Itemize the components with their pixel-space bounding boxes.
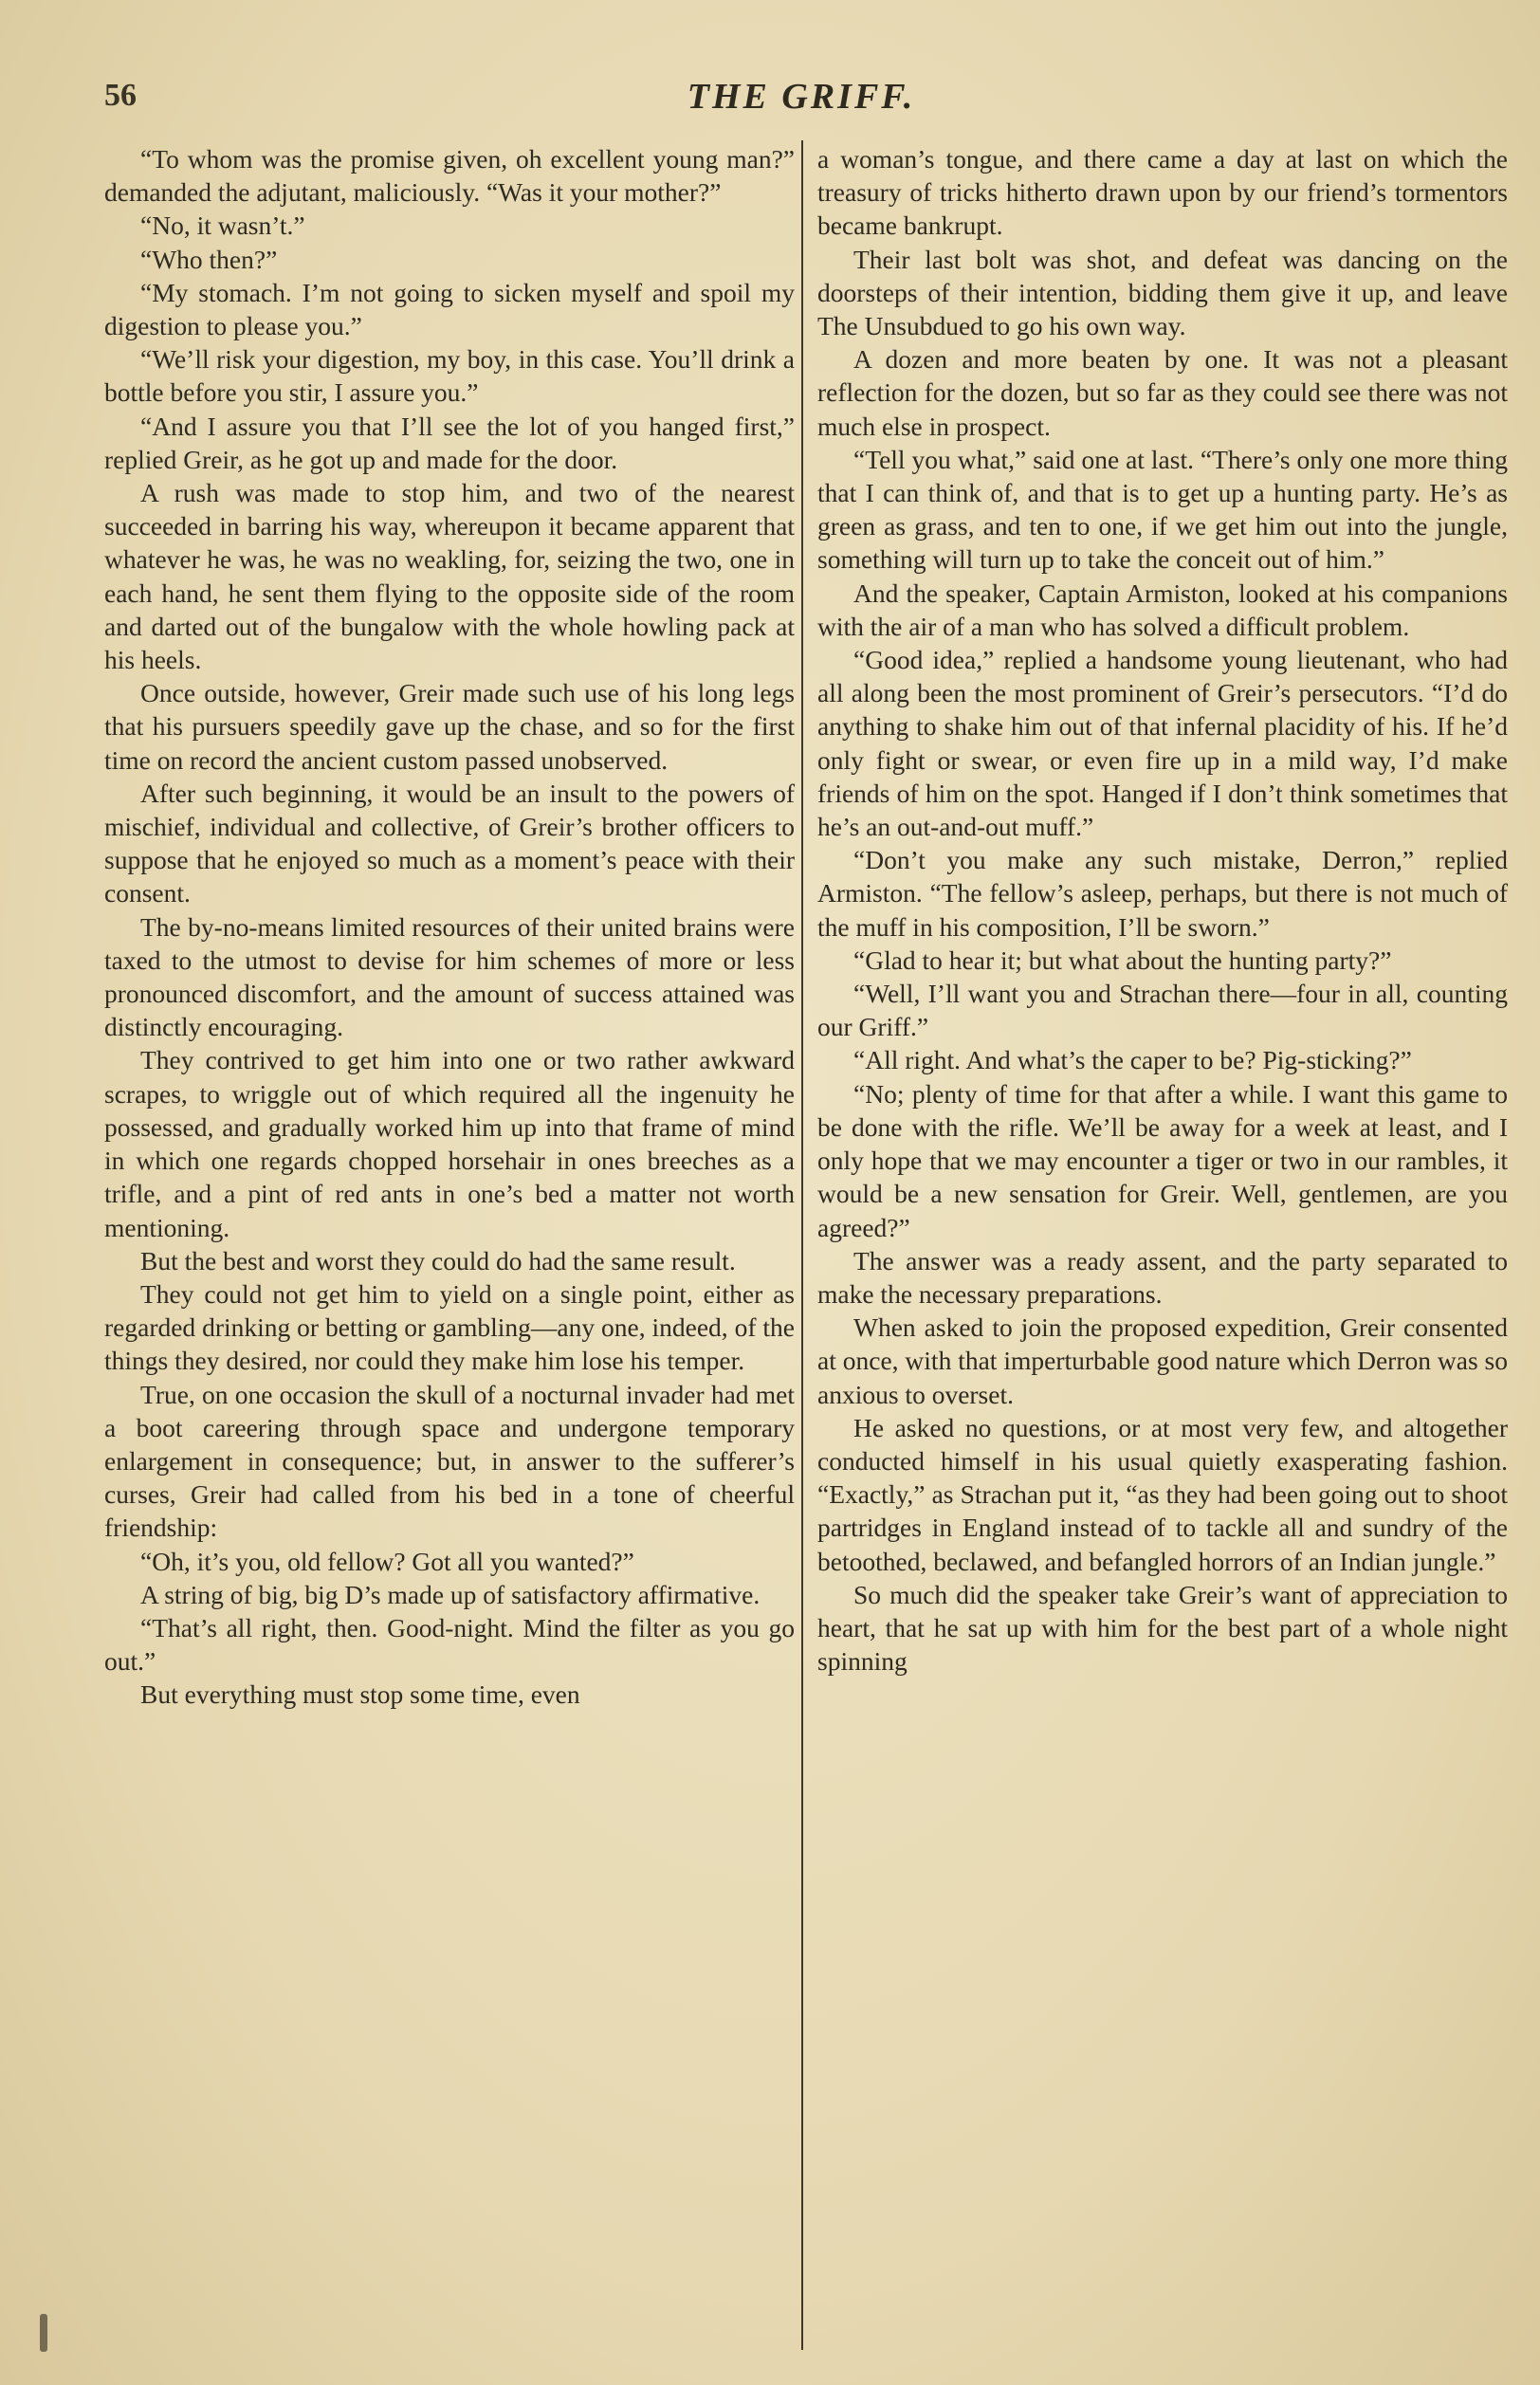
paragraph: The answer was a ready assent, and the party separated to make the necessary preparations. [817, 1245, 1508, 1309]
paragraph: “Good idea,” replied a handsome young lieutenant, who had all along been the most prominent of Greir’s persecutors. “I’d do anything to shake him out of that infernal placidity of his. If he’d only fight or swear, or even fire up in a mild way, I’d make friends of him on the spot. Hanged if I don’t think sometimes that he’s an out-and-out muff.” [817, 645, 1508, 842]
paragraph: “Tell you what,” said one at last. “There’s only one more thing that I can think of, and that is to get up a hunting party. He’s as green as grass, and ten to one, if we get him out into the jungle, something will turn up to take the conceit out of him.” [817, 444, 1508, 575]
paragraph: a woman’s tongue, and there came a day at last on which the treasury of tricks hitherto drawn upon by our friend’s tormentors became bankrupt. [817, 144, 1508, 241]
paragraph: A rush was made to stop him, and two of the nearest succeeded in barring his way, whereupon it became apparent that whatever he was, he was no weakling, for, seizing the two, one in each hand, he sent them flying to the opposite side of the room and darted out of the bungalow with the whole howling pack at his heels. [104, 478, 795, 675]
paragraph: “And I assure you that I’ll see the lot of you hanged first,” replied Greir, as he got up and made for the door. [104, 411, 795, 474]
margin-mark [40, 2314, 47, 2352]
paragraph: So much did the speaker take Greir’s want of appreciation to heart, that he sat up with him for the best part of a whole night spinning [817, 1579, 1508, 1677]
paragraph: Once outside, however, Greir made such use of his long legs that his pursuers speedily gave up the chase, and so for the first time on record the ancient custom passed unobserved. [104, 678, 795, 775]
paragraph: And the speaker, Captain Armiston, looked at his companions with the air of a man who has solved a difficult problem. [817, 578, 1508, 641]
paragraph: True, on one occasion the skull of a nocturnal invader had met a boot careering through space and undergone temporary enlargement in consequence; but, in answer to the sufferer’s curses, Greir had called from his bed in a tone of cheerful friendship: [104, 1379, 795, 1543]
paragraph: When asked to join the proposed expedition, Greir consented at once, with that imperturbable good nature which Derron was so anxious to overset. [817, 1312, 1508, 1409]
paragraph: They contrived to get him into one or two rather awkward scrapes, to wriggle out of which required all the ingenuity he possessed, and gradually worked him up into that frame of mind in which one regards chopped horsehair in ones breeches as a trifle, and a pint of red ants in one’s bed a matter not worth mentioning. [104, 1045, 795, 1242]
paragraph: Their last bolt was shot, and defeat was dancing on the doorsteps of their intention, bidding them give it up, and leave The Unsubdued to go his own way. [817, 244, 1508, 341]
paragraph: A string of big, big D’s made up of satisfactory affirmative. [140, 1579, 761, 1609]
paragraph: “We’ll risk your digestion, my boy, in this case. You’ll drink a bottle before you stir, I assure you.” [104, 344, 795, 408]
paragraph: “Don’t you make any such mistake, Derron,” replied Armiston. “The fellow’s asleep, perhaps, but there is not much of the muff in his composition, I’ll be sworn.” [817, 845, 1508, 942]
left-column [104, 142, 795, 1712]
paragraph: “Well, I’ll want you and Strachan there—four in all, counting our Griff.” [817, 979, 1508, 1042]
paragraph: “That’s all right, then. Good-night. Mind the filter as you go out.” [104, 1612, 795, 1677]
paragraph: “Oh, it’s you, old fellow? Got all you wanted?” [140, 1546, 634, 1576]
paragraph: But everything must stop some time, even [140, 1679, 580, 1710]
right-column [817, 142, 1508, 1678]
paragraph: “My stomach. I’m not going to sicken myself and spoil my digestion to please you.” [104, 277, 795, 341]
paragraph: He asked no questions, or at most very few, and altogether conducted himself in his usual quietly exasperating fashion. “Exactly,” as Strachan put it, “as they had been going out to shoot partridges in England instead of to tackle all and sundry of the betoothed, beclawed, and befangled horrors of an Indian jungle.” [817, 1412, 1508, 1576]
running-title: THE GRIFF. [687, 77, 916, 117]
paragraph: “No, it wasn’t.” [140, 211, 305, 241]
paragraph: “Who then?” [140, 244, 278, 274]
paragraph: “To whom was the promise given, oh excellent young man?” demanded the adjutant, maliciously. “Was it your mother?” [104, 144, 795, 208]
column-divider [801, 140, 803, 2350]
paragraph: They could not get him to yield on a single point, either as regarded drinking or betting or gambling—any one, indeed, of the things they desired, nor could they make him lose his temper. [104, 1278, 795, 1376]
page-number: 56 [104, 78, 137, 113]
paragraph: “Glad to hear it; but what about the hunting party?” [853, 945, 1392, 975]
paragraph: “All right. And what’s the caper to be? Pig-sticking?” [853, 1045, 1412, 1075]
page-header [104, 72, 1498, 129]
paragraph: “No; plenty of time for that after a while. I want this game to be done with the rifle. We’ll be away for a week at least, and I only hope that we may encounter a tiger or two in our rambles, it would be a new sensation for Greir. Well, gentlemen, are you agreed?” [817, 1078, 1508, 1242]
paragraph: But the best and worst they could do had the same result. [140, 1245, 736, 1275]
paragraph: The by-no-means limited resources of their united brains were taxed to the utmost to devise for him schemes of more or less pronounced discomfort, and the amount of success attained was distinctly encouraging. [104, 911, 795, 1042]
paragraph: After such beginning, it would be an insult to the powers of mischief, individual and collective, of Greir’s brother officers to suppose that he enjoyed so much as a moment’s peace with their consent. [104, 778, 795, 908]
paragraph: A dozen and more beaten by one. It was not a pleasant reflection for the dozen, but so far as they could see there was not much else in prospect. [817, 344, 1508, 441]
